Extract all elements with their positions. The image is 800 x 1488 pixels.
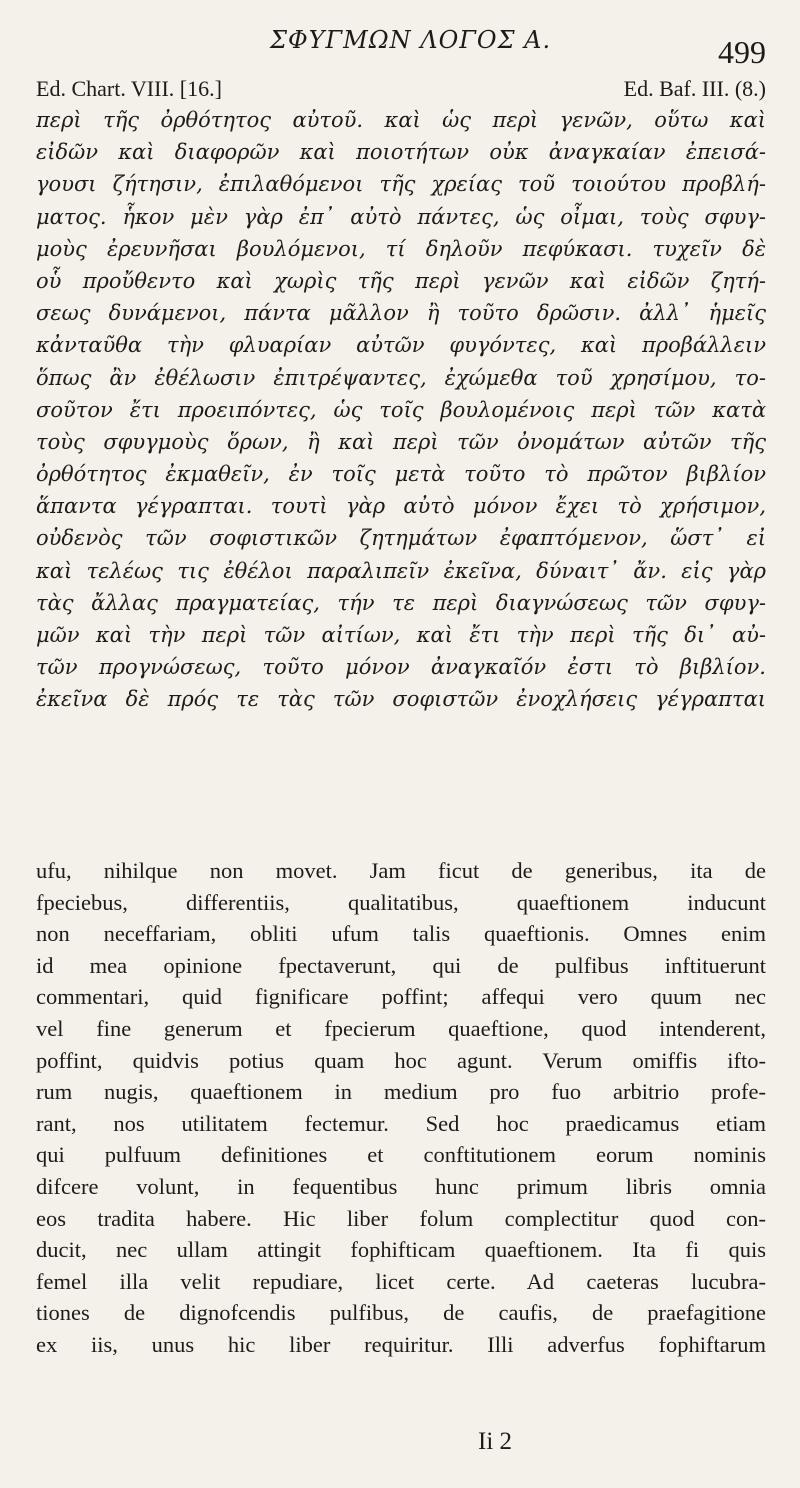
greek-text-line: καὶ τελέως τις ἐθέλοι παραλιπεῖν ἐκεῖνα, δύναιτ᾽ ἄν. εἰς γὰρ xyxy=(36,558,766,583)
latin-text-line: difcere volunt, in fequentibus hunc primum libris omnia xyxy=(36,1173,766,1199)
greek-text-line: γουσι ζήτησιν, ἐπιλαθόμενοι τῆς χρείας τοῦ τοιούτου προβλή- xyxy=(36,172,766,197)
running-head xyxy=(0,24,800,70)
latin-text-line: commentari, quid fignificare poffint; affequi vero quum nec xyxy=(36,984,766,1010)
latin-text-line: rant, nos utilitatem fectemur. Sed hoc praedicamus etiam xyxy=(36,1110,766,1136)
greek-text-line: οὗ προὔθεντο καὶ χωρὶς τῆς περὶ γενῶν καὶ εἰδῶν ζητή- xyxy=(36,268,766,293)
greek-text-line: τῶν προγνώσεως, τοῦτο μόνον ἀναγκαῖόν ἐστι τὸ βιβλίον. xyxy=(36,655,766,680)
latin-text-line: non neceffariam, obliti ufum talis quaeftionis. Omnes enim xyxy=(36,921,766,947)
greek-text-line: μῶν καὶ τὴν περὶ τῶν αἰτίων, καὶ ἔτι τὴν περὶ τῆς δι᾽ αὐ- xyxy=(36,623,766,647)
signature-mark: Ii 2 xyxy=(478,1428,513,1455)
greek-text-line: σοῦτον ἔτι προειπόντες, ὡς τοῖς βουλομένοις περὶ τῶν κατὰ xyxy=(36,397,766,422)
greek-text-line: εἰδῶν καὶ διαφορῶν καὶ ποιοτήτων οὐκ ἀναγκαίαν ἐπεισά- xyxy=(36,140,766,165)
latin-text-line: ducit, nec ullam attingit fophifticam quaeftionem. Ita fi quis xyxy=(36,1237,766,1263)
greek-text-line: ἐκεῖνα δὲ πρός τε τὰς τῶν σοφιστῶν ἐνοχλήσεις γέγραπται xyxy=(36,687,766,712)
running-title: ΣΦΥΓΜΩΝ ΛΟΓΟΣ Α. xyxy=(270,26,552,54)
latin-text-line: tiones de dignofcendis pulfibus, de caufis, de praefagitione xyxy=(36,1300,766,1326)
latin-text-line: fpeciebus, differentiis, qualitatibus, quaeftionem inducunt xyxy=(36,889,766,915)
edition-chartier: Ed. Chart. VIII. [16.] xyxy=(36,76,222,101)
latin-text-line: rum nugis, quaeftionem in medium pro fuo arbitrio profe- xyxy=(36,1079,766,1105)
greek-text-line: οὐδενὸς τῶν σοφιστικῶν ζητημάτων ἐφαπτόμενον, ὥστ᾽ εἰ xyxy=(36,526,766,551)
greek-text-line: ματος. ἧκον μὲν γὰρ ἐπ᾽ αὐτὸ πάντες, ὡς οἶμαι, τοὺς σφυγ- xyxy=(36,204,766,229)
latin-text-line: poffint, quidvis potius quam hoc agunt. Verum omiffis ifto- xyxy=(36,1047,766,1073)
latin-text-line: qui pulfuum definitiones et conftitutionem eorum nominis xyxy=(36,1142,766,1168)
greek-text-line: μοὺς ἐρευνῆσαι βουλόμενοι, τί δηλοῦν πεφύκασι. τυχεῖν δὲ xyxy=(36,236,766,261)
greek-text-line: τὰς ἄλλας πραγματείας, τήν τε περὶ διαγνώσεως τῶν σφυγ- xyxy=(36,590,766,615)
greek-text-line: τοὺς σφυγμοὺς ὅρων, ἢ καὶ περὶ τῶν ὀνομάτων αὐτῶν τῆς xyxy=(36,429,766,454)
latin-text-line: ufu, nihilque non movet. Jam ficut de generibus, ita de xyxy=(36,858,766,883)
latin-text-line: eos tradita habere. Hic liber folum complectitur quod con- xyxy=(36,1205,766,1231)
greek-text-line: κἀνταῦθα τὴν φλυαρίαν αὐτῶν φυγόντες, καὶ προβάλλειν xyxy=(36,333,766,358)
latin-text-line: vel fine generum et fpecierum quaeftione, quod intenderent, xyxy=(36,1015,766,1041)
latin-text-line: femel illa velit repudiare, licet certe. Ad caeteras lucubra- xyxy=(36,1268,766,1294)
greek-text-line: ἅπαντα γέγραπται. τουτὶ γὰρ αὐτὸ μόνον ἔχει τὸ χρήσιμον, xyxy=(36,494,766,519)
greek-text-line: ὀρθότητος ἐκμαθεῖν, ἐν τοῖς μετὰ τοῦτο τὸ πρῶτον βιβλίον xyxy=(36,462,766,487)
greek-text-line: σεως δυνάμενοι, πάντα μᾶλλον ἢ τοῦτο δρῶσιν. ἀλλ᾽ ἡμεῖς xyxy=(36,301,766,326)
edition-basel: Ed. Baf. III. (8.) xyxy=(623,76,766,101)
greek-text-line: περὶ τῆς ὀρθότητος αὐτοῦ. καὶ ὡς περὶ γενῶν, οὕτω καὶ xyxy=(36,108,766,132)
greek-text xyxy=(36,104,766,716)
latin-text-line: ex iis, unus hic liber requiritur. Illi adverfus fophiftarum xyxy=(36,1331,766,1357)
latin-text xyxy=(36,855,766,1361)
latin-text-line: id mea opinione fpectaverunt, qui de pulfibus inftituerunt xyxy=(36,952,766,978)
greek-text-line: ὅπως ἂν ἐθέλωσιν ἐπιτρέψαντες, ἐχώμεθα τοῦ χρησίμου, το- xyxy=(36,365,766,390)
page-number: 499 xyxy=(718,34,766,70)
